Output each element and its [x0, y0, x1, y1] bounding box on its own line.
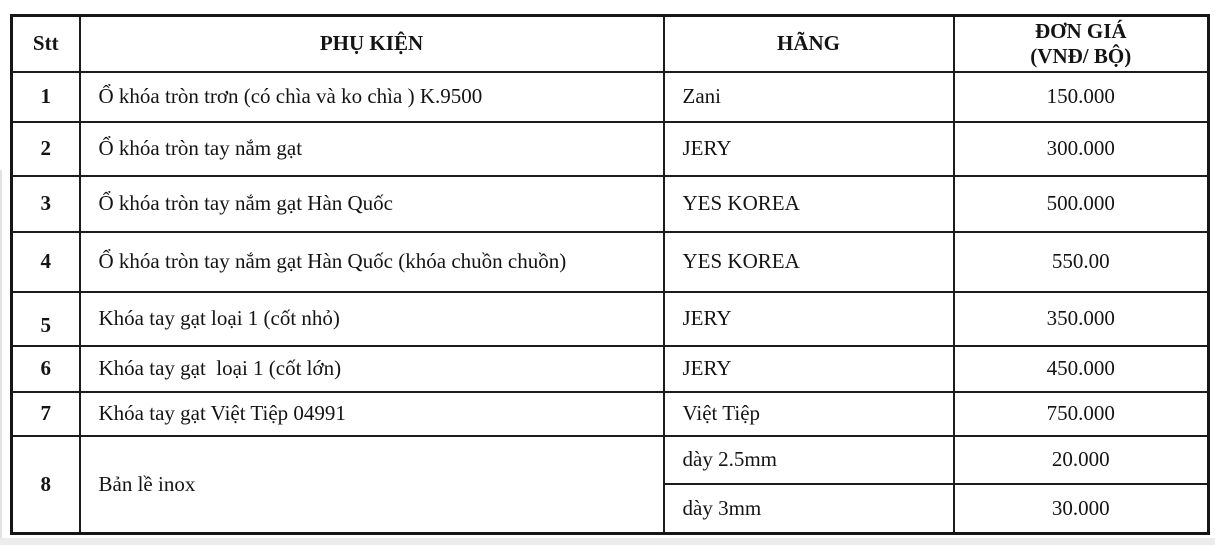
row-2-stt: 2 — [12, 122, 80, 176]
row-6-price: 450.000 — [954, 346, 1209, 392]
header-stt: Stt — [12, 16, 80, 72]
row-2-brand: JERY — [664, 122, 954, 176]
row-8-variant-2-price: 30.000 — [954, 484, 1209, 534]
row-4-price: 550.00 — [954, 232, 1209, 292]
row-1-stt: 1 — [12, 72, 80, 122]
row-1-brand: Zani — [664, 72, 954, 122]
row-4-stt: 4 — [12, 232, 80, 292]
row-5-brand: JERY — [664, 292, 954, 346]
row-6-brand: JERY — [664, 346, 954, 392]
table-row — [12, 232, 1209, 292]
row-1-price: 150.000 — [954, 72, 1209, 122]
row-5-stt: 5 — [12, 292, 80, 346]
row-5-item: Khóa tay gạt loại 1 (cốt nhỏ) — [80, 292, 664, 346]
table-row — [12, 122, 1209, 176]
row-7-item: Khóa tay gạt Việt Tiệp 04991 — [80, 392, 664, 436]
row-7-stt: 7 — [12, 392, 80, 436]
row-3-brand: YES KOREA — [664, 176, 954, 232]
header-item: PHỤ KIỆN — [80, 16, 664, 72]
header-row — [12, 16, 1209, 72]
row-3-item: Ổ khóa tròn tay nắm gạt Hàn Quốc — [80, 176, 664, 232]
table-row — [12, 346, 1209, 392]
row-3-price: 500.000 — [954, 176, 1209, 232]
table-row — [12, 292, 1209, 346]
row-2-item: Ổ khóa tròn tay nắm gạt — [80, 122, 664, 176]
page-edge-bottom-divider — [0, 538, 1215, 545]
header-brand: HÃNG — [664, 16, 954, 72]
row-6-item: Khóa tay gạt loại 1 (cốt lớn) — [80, 346, 664, 392]
row-5-price: 350.000 — [954, 292, 1209, 346]
header-price-line1: ĐƠN GIÁ — [1034, 19, 1127, 43]
table-row — [12, 436, 1209, 484]
row-8-item: Bản lề inox — [80, 436, 664, 534]
row-8-variant-2-brand: dày 3mm — [664, 484, 954, 534]
header-price-line2: (VNĐ/ BỘ) — [1030, 43, 1132, 68]
table-row — [12, 176, 1209, 232]
table-row — [12, 392, 1209, 436]
row-8-variant-1-price: 20.000 — [954, 436, 1209, 484]
table-row — [12, 72, 1209, 122]
row-4-brand: YES KOREA — [664, 232, 954, 292]
row-1-item: Ổ khóa tròn trơn (có chìa và ko chìa ) K.9500 — [80, 72, 664, 122]
row-8-stt: 8 — [12, 436, 80, 534]
row-3-stt: 3 — [12, 176, 80, 232]
header-price — [954, 16, 1209, 72]
price-table — [10, 14, 1210, 535]
page-edge-left-divider — [0, 170, 2, 545]
row-2-price: 300.000 — [954, 122, 1209, 176]
row-6-stt: 6 — [12, 346, 80, 392]
row-8-variant-1-brand: dày 2.5mm — [664, 436, 954, 484]
row-4-item: Ổ khóa tròn tay nắm gạt Hàn Quốc (khóa chuồn chuồn) — [80, 232, 664, 292]
row-7-brand: Việt Tiệp — [664, 392, 954, 436]
row-7-price: 750.000 — [954, 392, 1209, 436]
